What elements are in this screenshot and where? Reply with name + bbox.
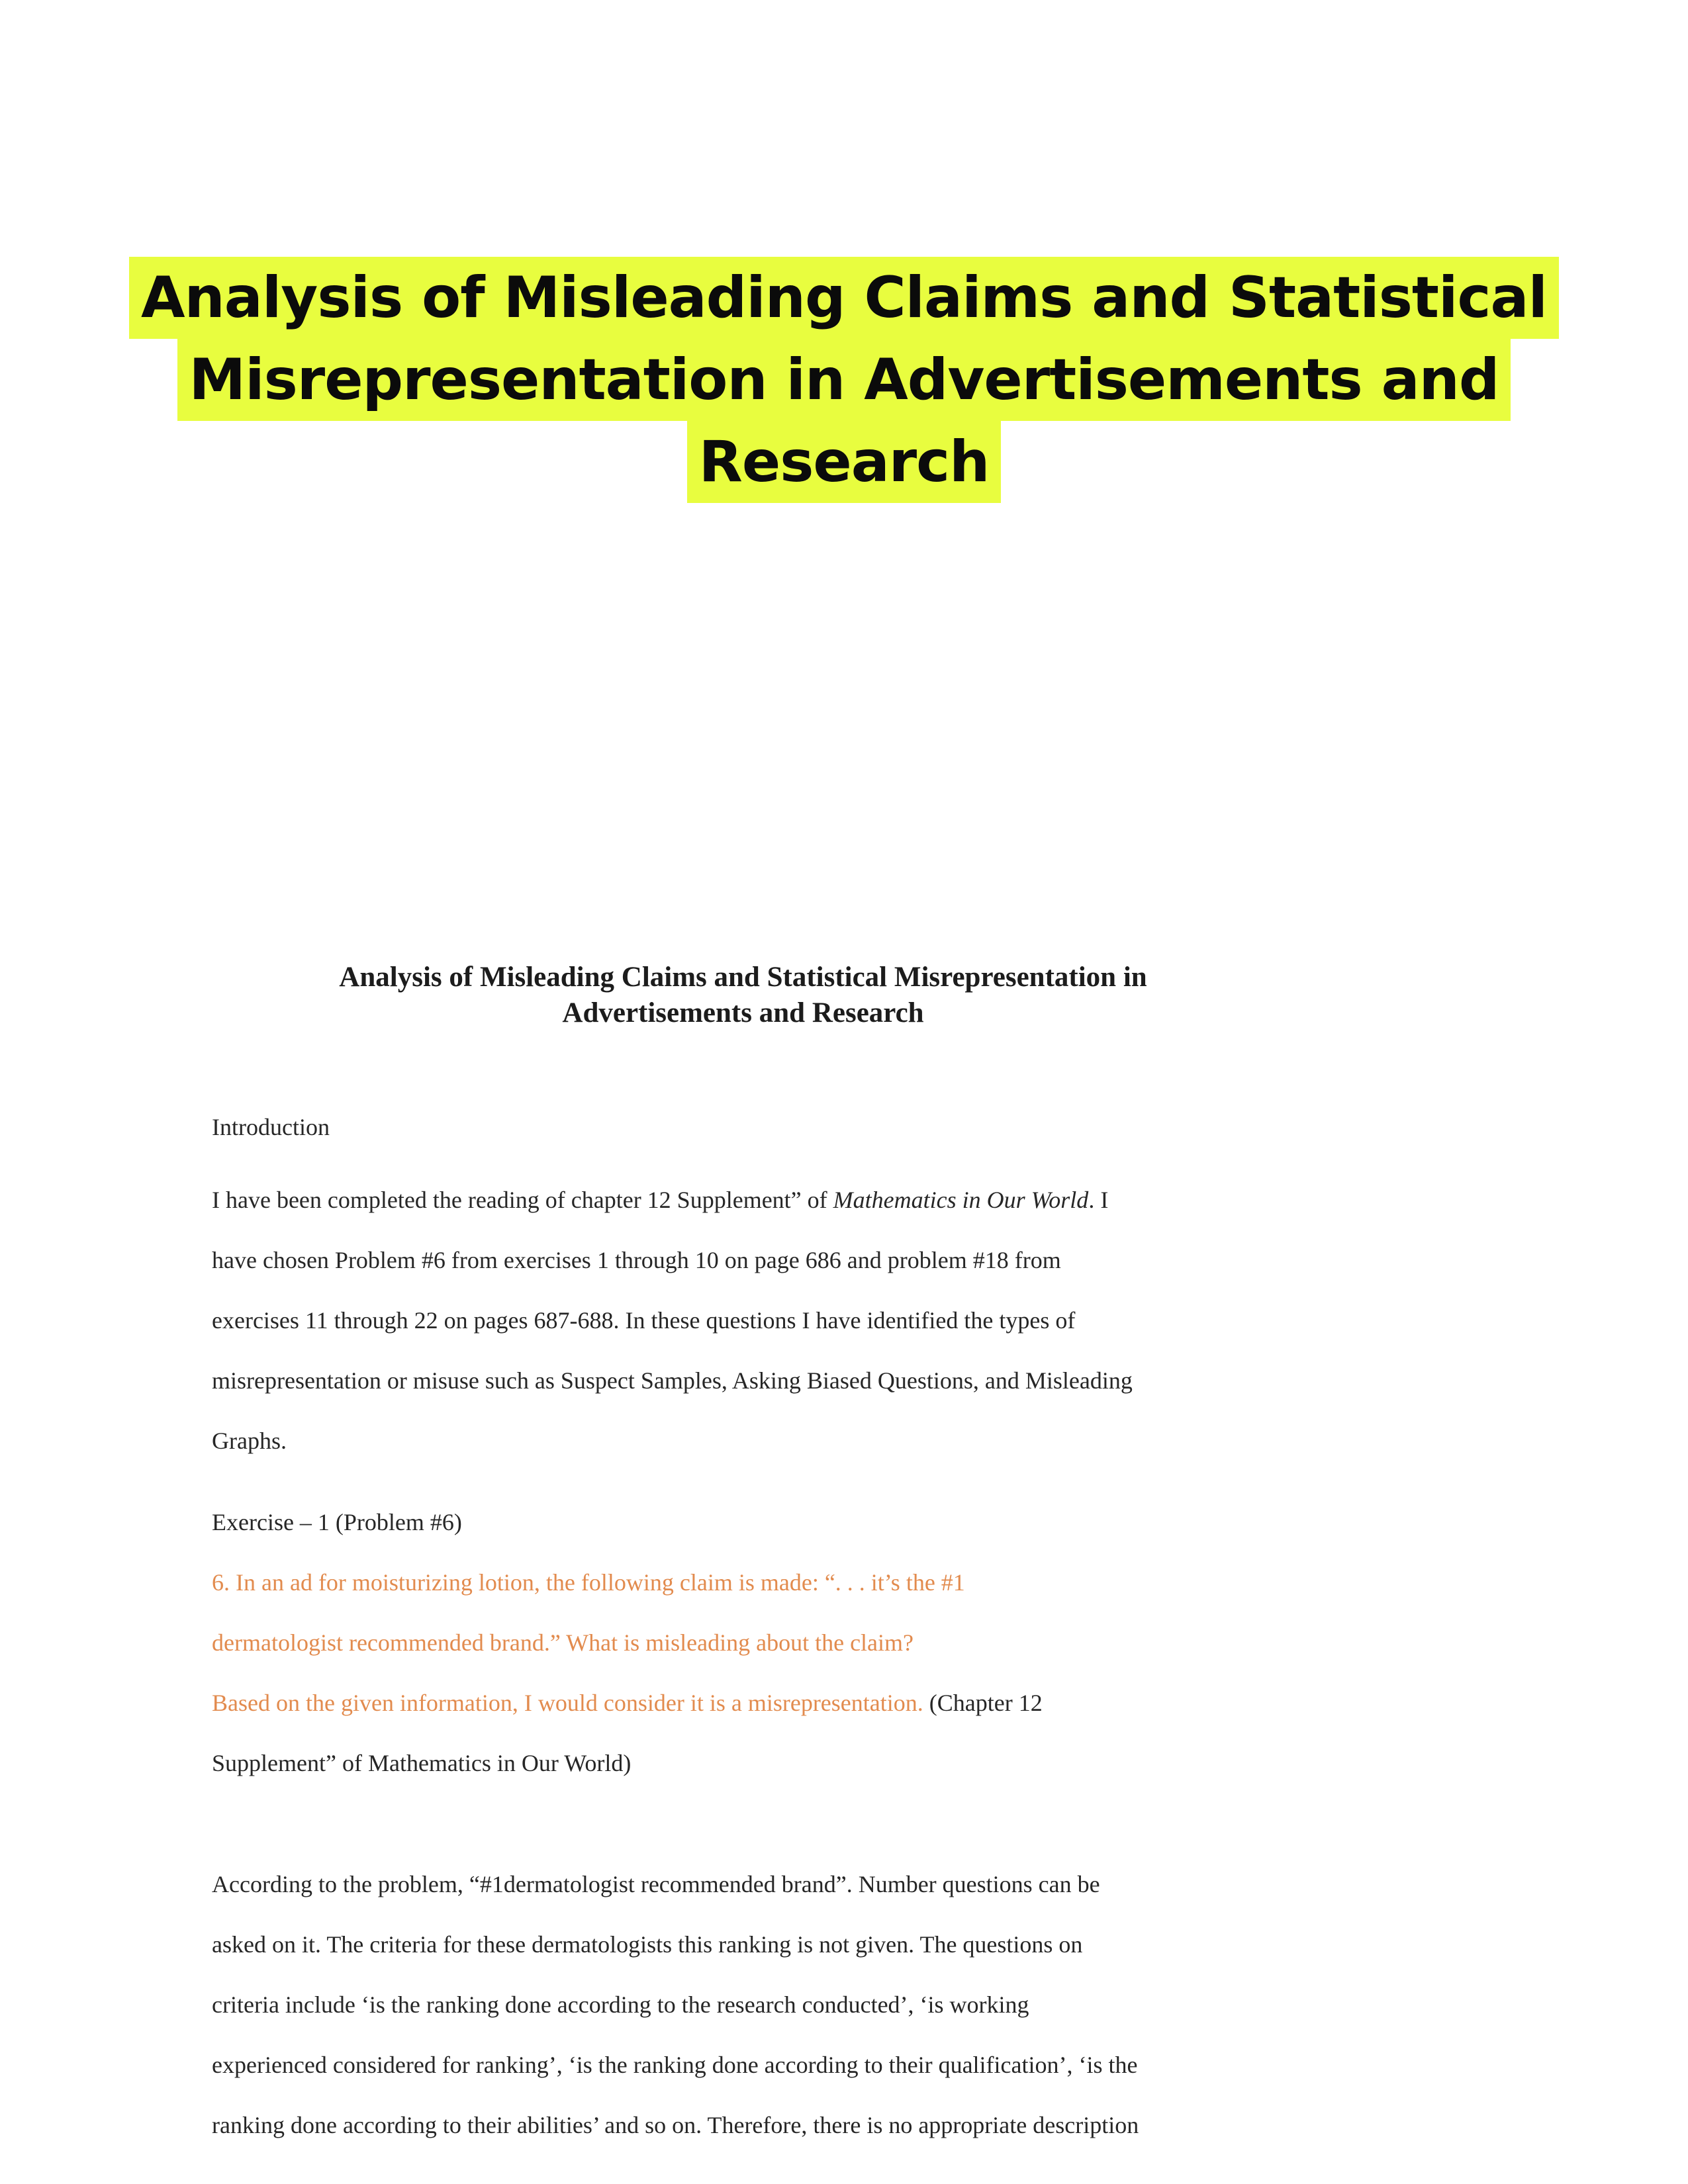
analysis-line-2: asked on it. The criteria for these dermatologists this ranking is not given. The questions on <box>212 1931 1083 1958</box>
document-title-line-1: Analysis of Misleading Claims and Statistical Misrepresentation in <box>339 962 1147 993</box>
analysis-line-5: ranking done according to their abilities’ and so on. Therefore, there is no appropriate description <box>212 2112 1139 2138</box>
analysis-line-3: criteria include ‘is the ranking done according to the research conducted’, ‘is working <box>212 1991 1029 2018</box>
exercise-heading: Exercise – 1 (Problem #6) <box>212 1509 462 1535</box>
intro-line-1-text: I have been completed the reading of chapter 12 Supplement” of <box>212 1187 833 1213</box>
problem-line-2: dermatologist recommended brand.” What is misleading about the claim? <box>212 1629 914 1656</box>
document-page <box>212 960 1258 2156</box>
intro-line-2: have chosen Problem #6 from exercises 1 through 10 on page 686 and problem #18 from <box>212 1247 1061 1273</box>
problem-line-4: Supplement” of Mathematics in Our World) <box>212 1750 632 1776</box>
intro-line-3: exercises 11 through 22 on pages 687-688. In these questions I have identified the types of <box>212 1307 1076 1334</box>
problem-citation: (Chapter 12 <box>923 1690 1043 1716</box>
document-title-line-2: Advertisements and Research <box>562 997 924 1028</box>
analysis-paragraph <box>212 1854 1258 2156</box>
introduction-heading: Introduction <box>212 1114 330 1140</box>
problem-line-1: 6. In an ad for moisturizing lotion, the following claim is made: “. . . it’s the #1 <box>212 1569 965 1596</box>
intro-line-5: Graphs. <box>212 1428 287 1454</box>
cover-title <box>0 257 1688 503</box>
intro-line-4: misrepresentation or misuse such as Suspect Samples, Asking Biased Questions, and Misleading <box>212 1367 1133 1394</box>
analysis-line-1: According to the problem, “#1dermatologist recommended brand”. Number questions can be <box>212 1871 1100 1897</box>
document-title <box>288 960 1198 1031</box>
intro-line-1-end: . I <box>1088 1187 1109 1213</box>
cover-title-line-2: Misrepresentation in Advertisements and <box>177 339 1511 421</box>
problem-statement <box>212 1553 1258 1794</box>
introduction-paragraph <box>212 1170 1258 1471</box>
cover-title-line-1: Analysis of Misleading Claims and Statistical <box>129 257 1559 339</box>
problem-line-3 <box>212 1673 1258 1733</box>
problem-answer: Based on the given information, I would consider it is a misrepresentation. <box>212 1690 923 1716</box>
book-title: Mathematics in Our World <box>833 1187 1089 1213</box>
cover-title-line-3: Research <box>687 421 1002 503</box>
intro-line-1 <box>212 1170 1258 1230</box>
analysis-line-4: experienced considered for ranking’, ‘is the ranking done according to their qualification’, ‘is the <box>212 2052 1138 2078</box>
